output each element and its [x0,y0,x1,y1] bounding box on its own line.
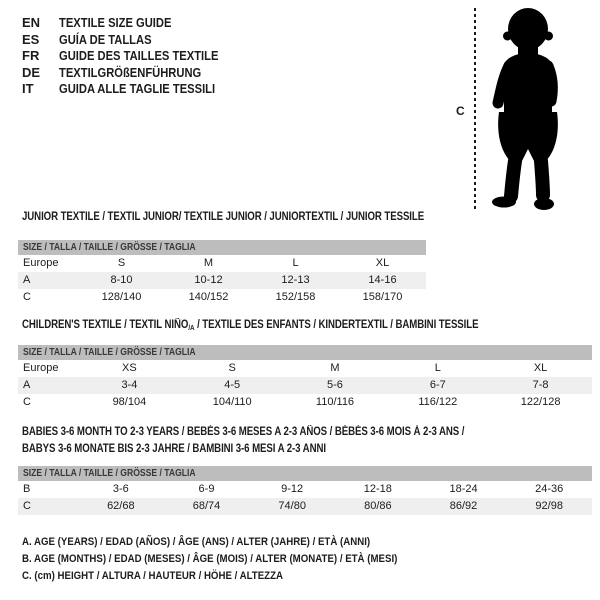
table-cell: 74/80 [278,500,306,512]
table-cell: XS [122,362,137,374]
table-cell: 4-5 [224,379,241,391]
children-title-pre: CHILDREN'S TEXTILE / TEXTIL NIÑO [22,319,189,331]
table-cell: 12-13 [281,274,310,286]
table-cell: 104/110 [212,396,252,408]
size-header-bar [18,466,592,481]
row-label: Europe [23,257,59,269]
table-row [18,360,592,377]
language-title: GUÍA DE TALLAS [59,31,152,47]
table-cell: M [203,257,214,269]
babies-title-line2: BABYS 3-6 MONATE BIS 2-3 JAHRE / BAMBINI 3-6 MESI A 2-3 ANNI [22,443,326,455]
table-row [18,394,592,411]
language-title-list [22,15,244,98]
language-code: DE [22,64,41,80]
footnote-b-text: B. AGE (MONTHS) / EDAD (MESES) / ÂGE (MOIS) / ALTER (MONATE) / ETÀ (MESI) [22,553,398,565]
language-code: IT [22,81,34,96]
junior-section-title [22,211,501,223]
table-cell: 7-8 [532,379,549,391]
table-row [18,289,426,306]
footnote-a-text: A. AGE (YEARS) / EDAD (AÑOS) / ÂGE (ANS) / ALTER (JAHRE) / ETÀ (ANNI) [22,536,371,548]
footnote-a [22,534,449,551]
table-cell: 128/140 [101,291,142,303]
babies-title-line1: BABIES 3-6 MONTH TO 2-3 YEARS / BEBÉS 3-6 MESES A 2-3 AÑOS / BÉBÉS 3-6 MOIS À 2-3 ANS / [22,426,465,438]
table-row [18,255,426,272]
row-label: Europe [23,362,59,374]
language-row-de [22,65,244,82]
table-cell: 10-12 [194,274,223,286]
size-header-bar [18,240,426,255]
table-cell: 6-9 [198,483,215,495]
table-cell: 14-16 [368,274,397,286]
junior-section-title-text: JUNIOR TEXTILE / TEXTIL JUNIOR/ TEXTILE JUNIOR / JUNIORTEXTIL / JUNIOR TESSILE [22,211,425,223]
language-row-es [22,32,244,49]
babies-section-title [22,424,549,458]
table-cell: L [292,257,299,269]
junior-size-table [18,240,426,306]
toddler-silhouette-svg [482,6,572,211]
table-cell: 158/170 [362,291,403,303]
table-row [18,377,592,394]
row-label: A [23,379,31,391]
table-cell: L [434,362,441,374]
table-cell: M [330,362,340,374]
size-header-text: SIZE / TALLA / TAILLE / GRÖSSE / TAGLIA [23,242,196,253]
table-cell: 9-12 [281,483,304,495]
table-cell: 8-10 [110,274,133,286]
table-cell: 110/116 [315,396,355,408]
table-cell: 12-18 [363,483,392,495]
children-section-title-text [22,319,478,332]
height-measure-dashed-line [474,8,476,210]
table-cell: S [117,257,126,269]
table-cell: 80/86 [364,500,392,512]
row-label: A [23,274,31,286]
table-cell: 116/122 [418,396,458,408]
table-cell: 3-6 [112,483,129,495]
language-row-fr [22,48,244,65]
children-size-table [18,345,592,411]
language-code: EN [22,15,41,30]
footnote-b [22,551,449,568]
size-header-text: SIZE / TALLA / TAILLE / GRÖSSE / TAGLIA [23,468,196,479]
footnote-c [22,568,449,585]
table-cell: XL [375,257,390,269]
table-cell: 98/104 [112,396,147,408]
table-cell: 18-24 [449,483,478,495]
toddler-silhouette-image [482,6,572,211]
language-title: GUIDE DES TAILLES TEXTILE [59,48,219,63]
babies-size-table [18,466,592,515]
table-cell: 3-4 [121,379,138,391]
language-code: ES [22,31,40,47]
language-title: TEXTILE SIZE GUIDE [59,15,172,30]
row-label: B [23,483,31,495]
children-title-sub: /A [188,323,195,332]
table-cell: 6-7 [429,379,446,391]
size-header-bar [18,345,592,360]
footnote-c-text: C. (cm) HEIGHT / ALTURA / HAUTEUR / HÖHE / ALTEZZA [22,570,284,582]
table-cell: 152/158 [275,291,316,303]
height-marker-label: C [456,104,465,118]
table-cell: S [228,362,236,374]
footnote-legend [22,534,449,585]
table-cell: 24-36 [535,483,564,495]
table-cell: 92/98 [535,500,563,512]
children-section-title [22,319,565,332]
table-row [18,481,592,498]
size-header-text: SIZE / TALLA / TAILLE / GRÖSSE / TAGLIA [23,347,196,358]
table-cell: 68/74 [192,500,221,512]
row-label: C [23,291,31,303]
table-cell: 122/128 [520,396,561,408]
row-label: C [23,396,31,408]
language-title: TEXTILGRÖßENFÜHRUNG [59,64,202,80]
language-code: FR [22,48,40,63]
language-row-it [22,81,244,98]
table-row [18,498,592,515]
language-row-en [22,15,244,32]
table-cell: XL [533,362,548,374]
table-cell: 62/68 [107,500,135,512]
table-cell: 140/152 [188,291,229,303]
row-label: C [23,500,31,512]
table-row [18,272,426,289]
table-cell: 5-6 [327,379,343,391]
language-title: GUIDA ALLE TAGLIE TESSILI [59,81,216,96]
table-cell: 86/92 [449,500,478,512]
children-title-post: / TEXTILE DES ENFANTS / KINDERTEXTIL / BAMBINI TESSILE [194,319,479,331]
